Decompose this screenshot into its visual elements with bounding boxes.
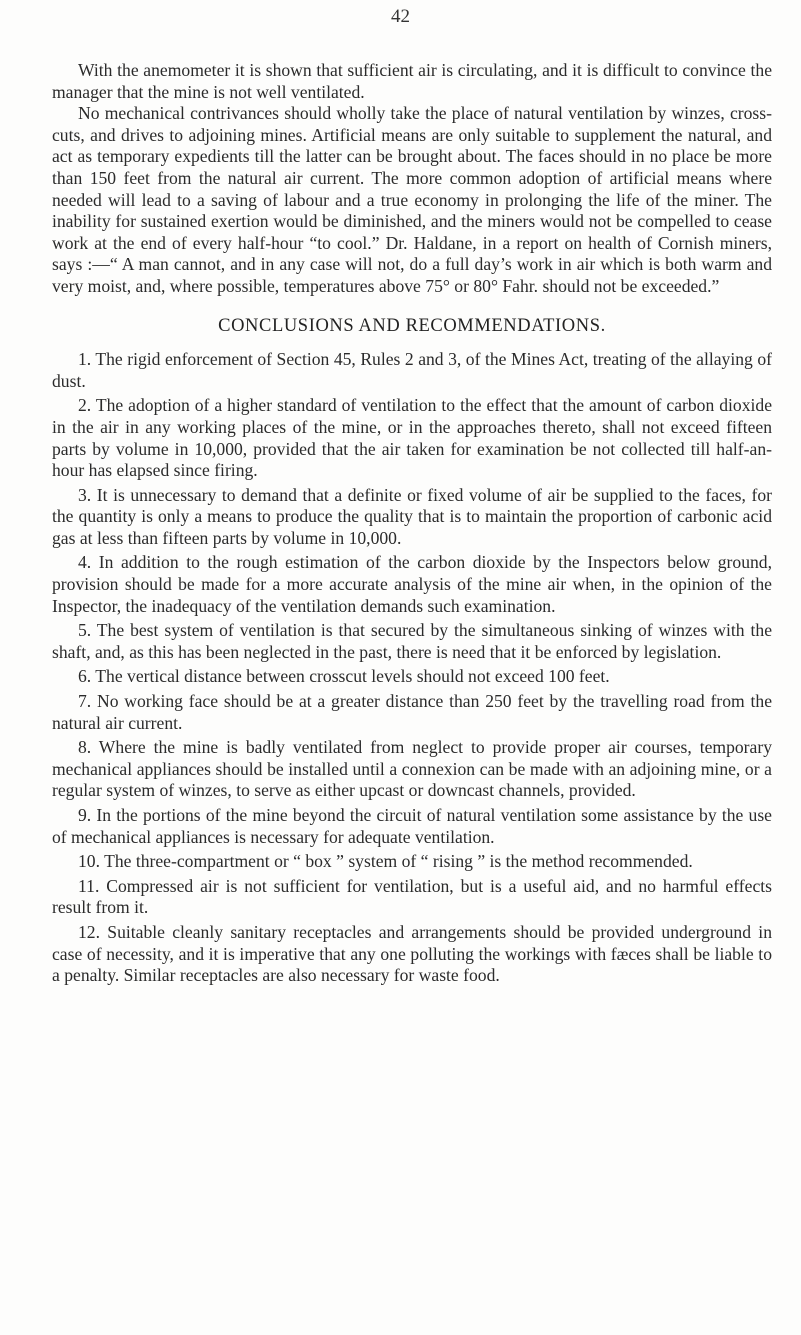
page-body: [52, 60, 772, 987]
recommendation-10: 10. The three-compartment or “ box ” system of “ rising ” is the method recommended.: [78, 851, 693, 872]
recommendation-12: 12. Suitable cleanly sanitary receptacles and arrangements should be provided underground in case of necessity, and it is imperative that any one polluting the workings with fæces shall be liable to a penalty. Similar receptacles are also necessary for waste food.: [52, 921, 772, 986]
recommendation-1: 1. The rigid enforcement of Section 45, Rules 2 and 3, of the Mines Act, treating of the allaying of dust.: [52, 349, 772, 391]
recommendation-7: 7. No working face should be at a greater distance than 250 feet by the travelling road from the natural air current.: [52, 691, 772, 733]
intro-paragraph-1: With the anemometer it is shown that sufficient air is circulating, and it is difficult to convince the manager that the mine is not well ventilated.: [52, 60, 772, 102]
recommendation-4: 4. In addition to the rough estimation of the carbon dioxide by the Inspectors below ground, provision should be made for a more accurate analysis of the mine air when, in the opinion of the Inspector, the inadequacy of the ventilation demands such examination.: [52, 552, 772, 616]
section-heading: CONCLUSIONS AND RECOMMENDATIONS.: [218, 315, 606, 336]
recommendation-6: 6. The vertical distance between crosscut levels should not exceed 100 feet.: [78, 666, 610, 687]
recommendation-2: 2. The adoption of a higher standard of ventilation to the effect that the amount of carbon dioxide in the air in any working places of the mine, or in the approaches thereto, shall not exceed fifteen parts by volume in 10,000, provided that the air taken for examination be not collected till half-an-hour has elapsed since firing.: [52, 395, 772, 481]
intro-paragraph-2: No mechanical contrivances should wholly take the place of natural ventilation by winzes, cross-cuts, and drives to adjoining mines. Artificial means are only suitable to supplement the natural, and act as temporary expedients till the latter can be brought about. The faces should in no place be more than 150 feet from the natural air current. The more common adoption of artificial means where needed will lead to a saving of labour and a true economy in prolonging the life of the miner. The inability for sustained exertion would be diminished, and the miners would not be compelled to cease work at the end of every half-hour “to cool.” Dr. Haldane, in a report on health of Cornish miners, says :—“ A man cannot, and in any case will not, do a full day’s work in air which is both warm and very moist, and, where possible, temperatures above 75° or 80° Fahr. should not be exceeded.”: [52, 103, 772, 296]
recommendation-3: 3. It is unnecessary to demand that a definite or fixed volume of air be supplied to the faces, for the quantity is only a means to produce the quality that is to maintain the proportion of carbonic acid gas at less than fifteen parts by volume in 10,000.: [52, 484, 772, 548]
recommendation-9: 9. In the portions of the mine beyond the circuit of natural ventilation some assistance by the use of mechanical appliances is necessary for adequate ventilation.: [52, 805, 772, 847]
recommendation-5: 5. The best system of ventilation is that secured by the simultaneous sinking of winzes with the shaft, and, as this has been neglected in the past, there is need that it be enforced by legislation.: [52, 620, 772, 662]
page-number: 42: [391, 6, 410, 27]
recommendation-11: 11. Compressed air is not sufficient for ventilation, but is a useful aid, and no harmful effects result from it.: [52, 875, 772, 918]
recommendation-8: 8. Where the mine is badly ventilated from neglect to provide proper air courses, temporary mechanical appliances should be installed until a connexion can be made with an adjoining mine, or a regular system of winzes, to serve as either upcast or downcast channels, provided.: [52, 737, 772, 801]
